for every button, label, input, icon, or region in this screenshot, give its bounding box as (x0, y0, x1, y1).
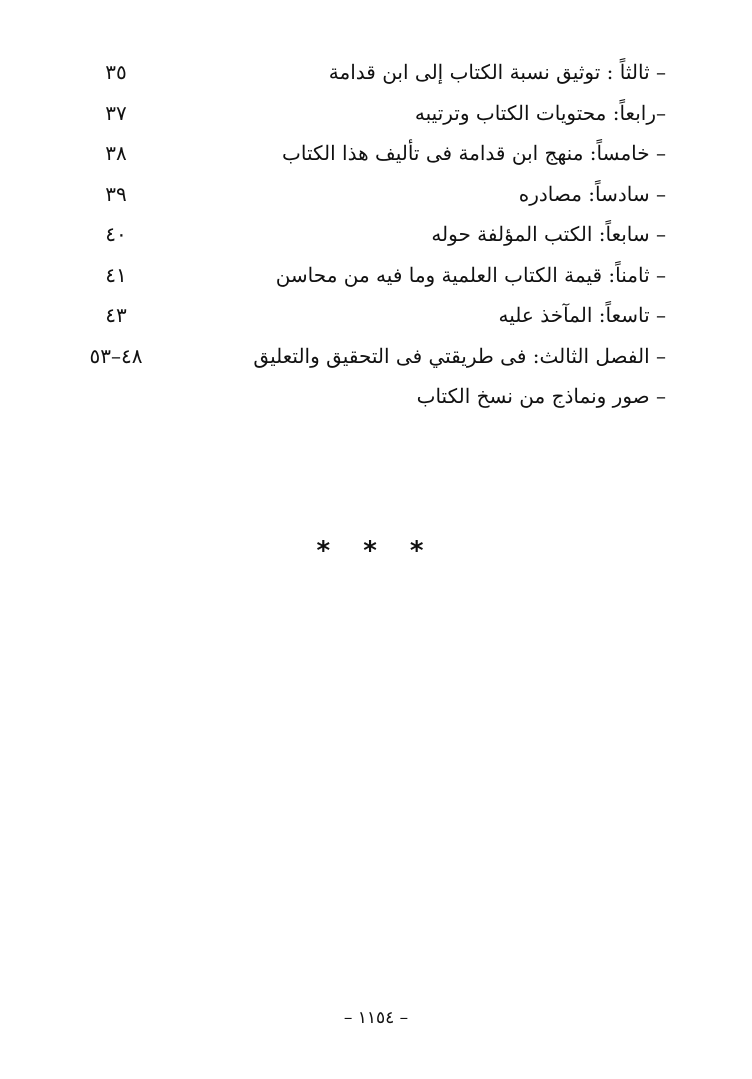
toc-entry (0, 133, 752, 174)
toc-entry (0, 336, 752, 377)
toc-entry-title: – الفصل الثالث: فى طريقتي فى التحقيق والتعليق (253, 343, 666, 368)
toc-entry (0, 52, 752, 93)
toc-entry-title: – تاسعاً: المآخذ عليه (498, 303, 666, 327)
toc-entry-page: ٣٧ (105, 100, 127, 125)
toc-entry-title: – صور ونماذج من نسخ الكتاب (416, 384, 666, 408)
toc-entry (0, 174, 752, 215)
toc-entry (0, 255, 752, 296)
table-of-contents (0, 52, 752, 417)
toc-entry-page: ٤٣ (105, 303, 127, 327)
toc-entry-title: – سابعاً: الكتب المؤلفة حوله (431, 222, 666, 246)
toc-entry-title: – ثالثاً : توثيق نسبة الكتاب إلى ابن قدامة (328, 60, 666, 84)
toc-entry (0, 295, 752, 336)
toc-entry-title: – ثامناً: قيمة الكتاب العلمية وما فيه من محاسن (275, 262, 666, 287)
toc-entry-page: ٤٠ (105, 222, 127, 246)
toc-entry (0, 93, 752, 134)
toc-entry-page: ٣٥ (105, 60, 127, 84)
toc-entry (0, 214, 752, 255)
toc-entry-page: ٣٩ (105, 181, 127, 206)
toc-entry (0, 376, 752, 417)
toc-entry-title: –رابعاً: محتويات الكتاب وترتيبه (414, 100, 666, 125)
section-separator: * * * (316, 536, 436, 566)
page-number: – ١١٥٤ – (343, 1008, 409, 1028)
toc-entry-title: – سادساً: مصادره (518, 181, 666, 206)
toc-entry-page: ٣٨ (105, 141, 127, 165)
toc-entry-page: ٤٨–٥٣ (89, 343, 143, 368)
toc-entry-page: ٤١ (105, 262, 127, 287)
toc-entry-title: – خامساً: منهج ابن قدامة فى تأليف هذا الكتاب (282, 141, 666, 165)
